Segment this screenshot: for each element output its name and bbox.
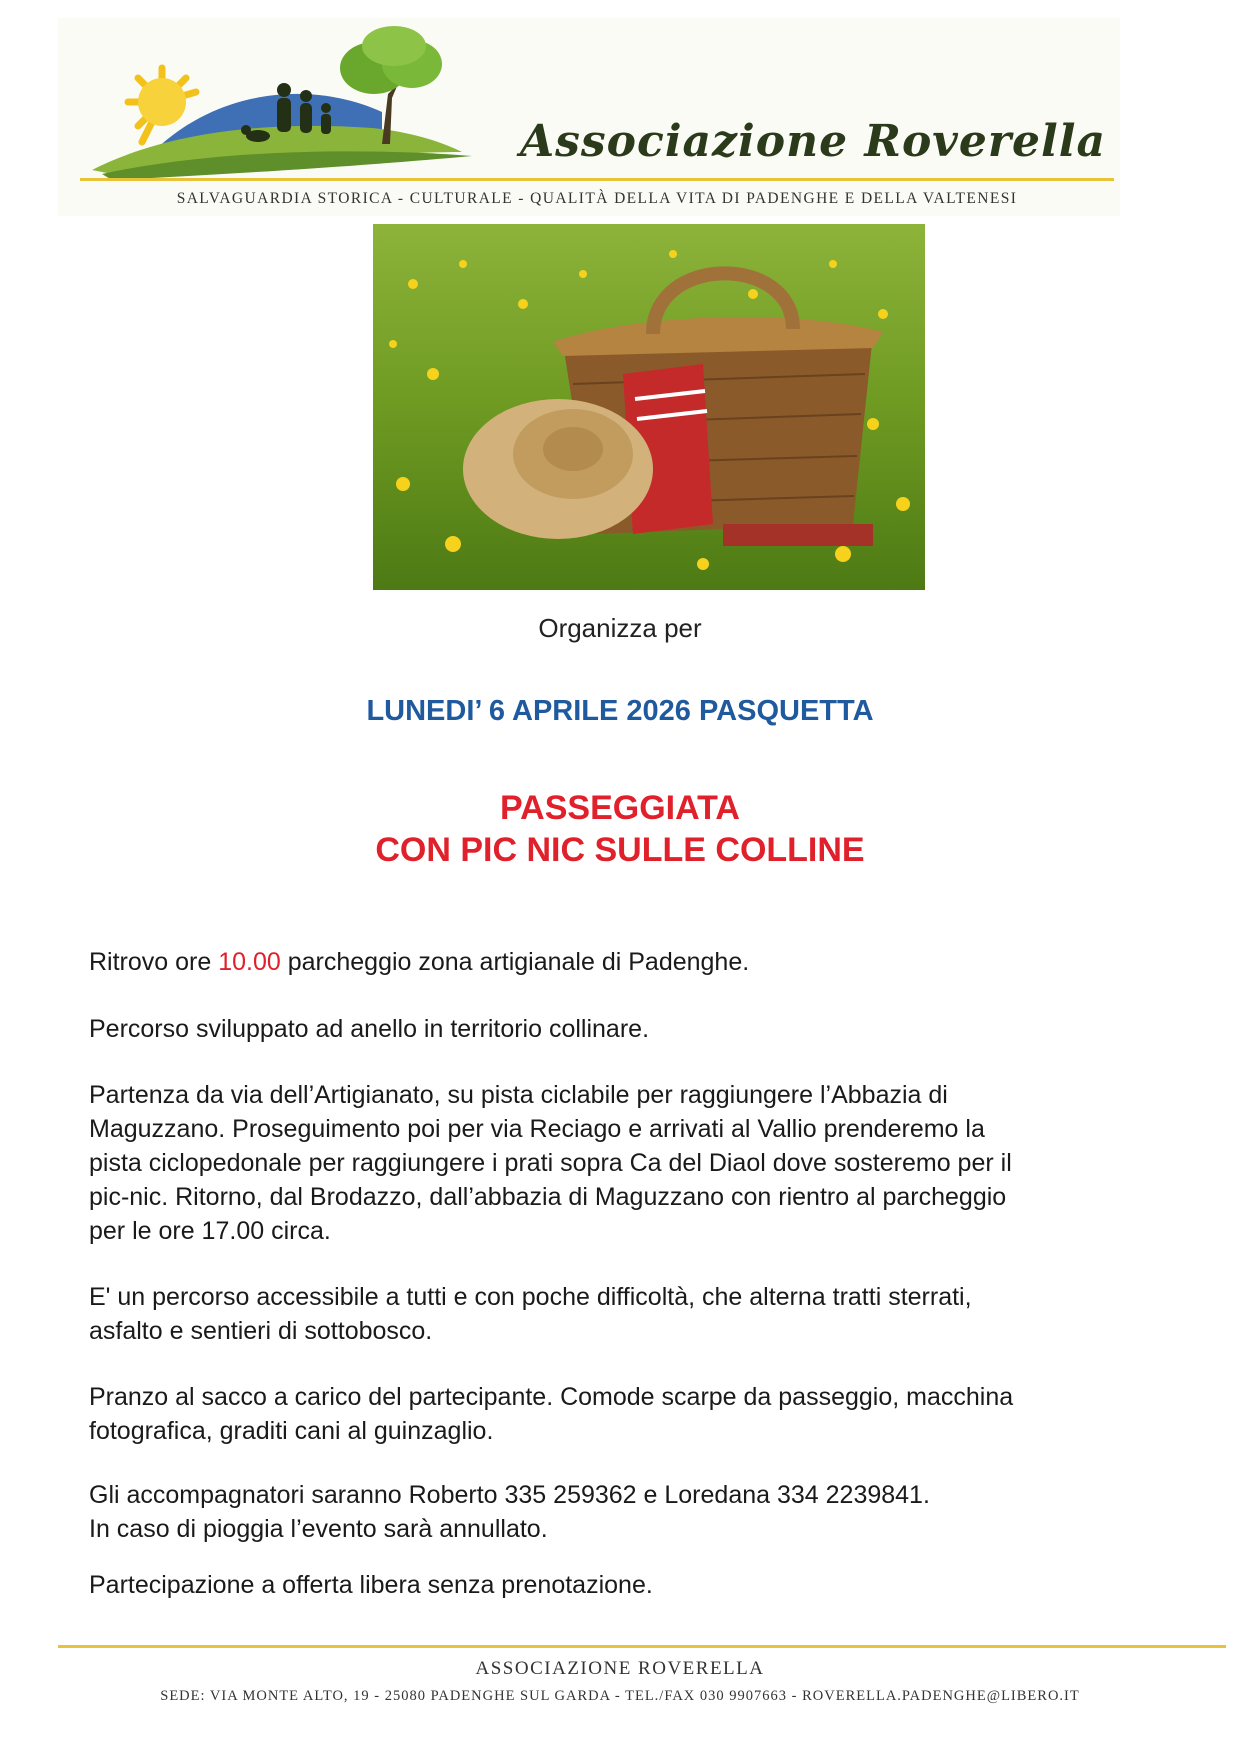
footer-divider [58, 1645, 1226, 1648]
difficulty-paragraph [89, 1280, 1169, 1348]
route-type-paragraph: Percorso sviluppato ad anello in territorio collinare. [89, 1015, 650, 1043]
picnic-basket-photo [373, 224, 925, 590]
rain-notice-line: In caso di pioggia l’evento sarà annullato. [89, 1515, 548, 1543]
equipment-line: fotografica, graditi cani al guinzaglio. [89, 1417, 494, 1445]
event-title [0, 787, 1240, 871]
footer-association-name: ASSOCIAZIONE ROVERELLA [475, 1658, 765, 1679]
itinerary-line: pista ciclopedonale per raggiungere i prati sopra Ca del Diaol dove sosteremo per il [89, 1149, 1012, 1177]
event-date: LUNEDI’ 6 APRILE 2026 PASQUETTA [366, 695, 874, 727]
meeting-time: 10.00 [218, 948, 281, 976]
event-title-line-1: PASSEGGIATA [500, 789, 740, 827]
meeting-text-after: parcheggio zona artigianale di Padenghe. [280, 948, 750, 976]
participation-paragraph: Partecipazione a offerta libera senza prenotazione. [89, 1571, 653, 1599]
brand-title: Associazione Roverella [520, 116, 1106, 167]
association-logo [82, 24, 482, 200]
itinerary-paragraph [89, 1078, 1169, 1248]
itinerary-line: per le ore 17.00 circa. [89, 1217, 331, 1245]
intro-text: Organizza per [538, 613, 702, 643]
equipment-line: Pranzo al sacco a carico del partecipante. Comode scarpe da passeggio, macchina [89, 1383, 1014, 1411]
itinerary-line: Maguzzano. Proseguimento poi per via Reciago e arrivati al Vallio prenderemo la [89, 1115, 985, 1143]
difficulty-line: E' un percorso accessibile a tutti e con poche difficoltà, che alterna tratti sterrati, [89, 1283, 972, 1311]
guides-paragraph [89, 1478, 1169, 1546]
meeting-paragraph [89, 945, 1169, 979]
header-divider [80, 178, 1114, 181]
itinerary-line: Partenza da via dell’Artigianato, su pista ciclabile per raggiungere l’Abbazia di [89, 1081, 948, 1109]
itinerary-line: pic-nic. Ritorno, dal Brodazzo, dall’abbazia di Maguzzano con rientro al parcheggio [89, 1183, 1007, 1211]
letterhead [58, 18, 1120, 216]
meeting-text-before: Ritrovo ore [89, 948, 219, 976]
tagline: SALVAGUARDIA STORICA - CULTURALE - QUALITÀ DELLA VITA DI PADENGHE E DELLA VALTENESI [176, 190, 1018, 207]
guides-line: Gli accompagnatori saranno Roberto 335 259362 e Loredana 334 2239841. [89, 1481, 930, 1509]
footer-address: SEDE: VIA MONTE ALTO, 19 - 25080 PADENGHE SUL GARDA - TEL./FAX 030 9907663 - ROVERELLA.PADENGHE@LIBERO.IT [160, 1688, 1080, 1704]
event-title-line-2: CON PIC NIC SULLE COLLINE [375, 831, 865, 869]
difficulty-line: asfalto e sentieri di sottobosco. [89, 1317, 433, 1345]
equipment-paragraph [89, 1380, 1169, 1448]
